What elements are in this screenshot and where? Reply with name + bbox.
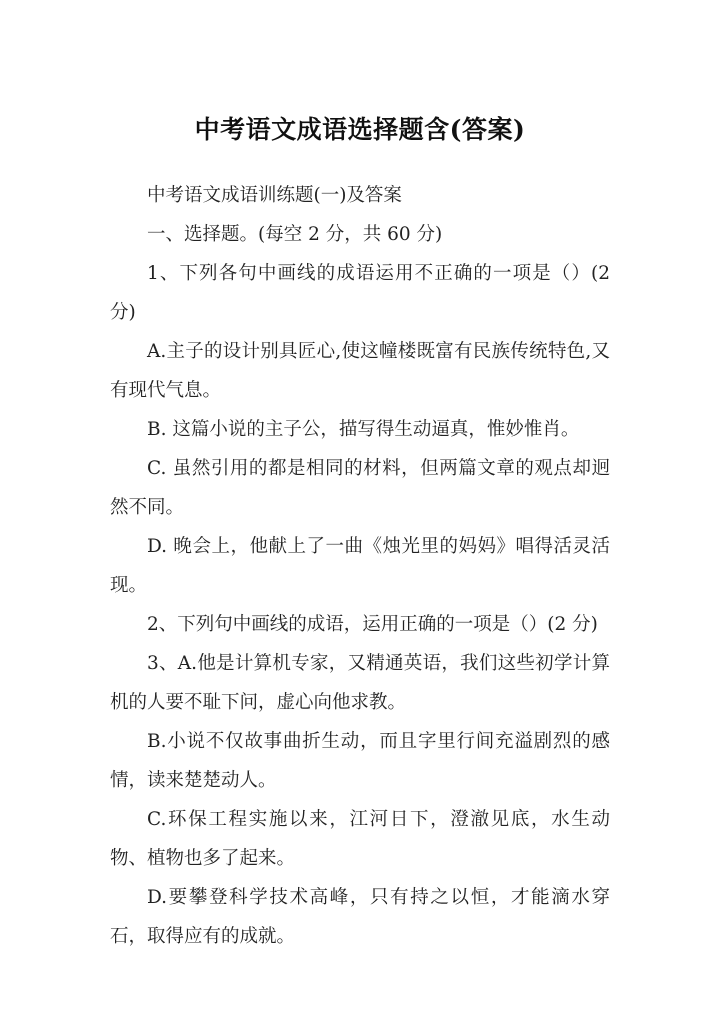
- question-1-option-b: B. 这篇小说的主子公，描写得生动逼真，惟妙惟肖。: [147, 419, 580, 440]
- question-1-option-a: A.主子的设计别具匠心,使这幢楼既富有民族传统特色,又有现代气息。: [110, 341, 610, 401]
- section-heading: 中考语文成语训练题(一)及答案: [147, 185, 402, 206]
- question-2: 2、下列句中画线的成语，运用正确的一项是（）(2 分): [147, 614, 598, 635]
- question-1-option-c: C. 虽然引用的都是相同的材料，但两篇文章的观点却迥然不同。: [110, 458, 610, 518]
- question-3-option-a: 3、A.他是计算机专家，又精通英语，我们这些初学计算机的人要不耻下问，虚心向他求教。: [110, 653, 610, 713]
- document-title: 中考语文成语选择题含(答案): [194, 115, 526, 144]
- question-1-option-d: D. 晚会上，他献上了一曲《烛光里的妈妈》唱得活灵活现。: [110, 536, 610, 596]
- question-group-heading: 一、选择题。(每空 2 分，共 60 分): [147, 224, 443, 245]
- question-1: 1、下列各句中画线的成语运用不正确的一项是（）(2 分): [110, 263, 610, 323]
- question-3-option-b: B.小说不仅故事曲折生动，而且字里行间充溢剧烈的感情，读来楚楚动人。: [110, 731, 610, 791]
- document-body: [110, 176, 610, 956]
- question-3-option-d: D.要攀登科学技术高峰，只有持之以恒，才能滴水穿石，取得应有的成就。: [110, 887, 610, 947]
- question-3-option-c: C.环保工程实施以来，江河日下，澄澈见底，水生动物、植物也多了起来。: [110, 809, 610, 869]
